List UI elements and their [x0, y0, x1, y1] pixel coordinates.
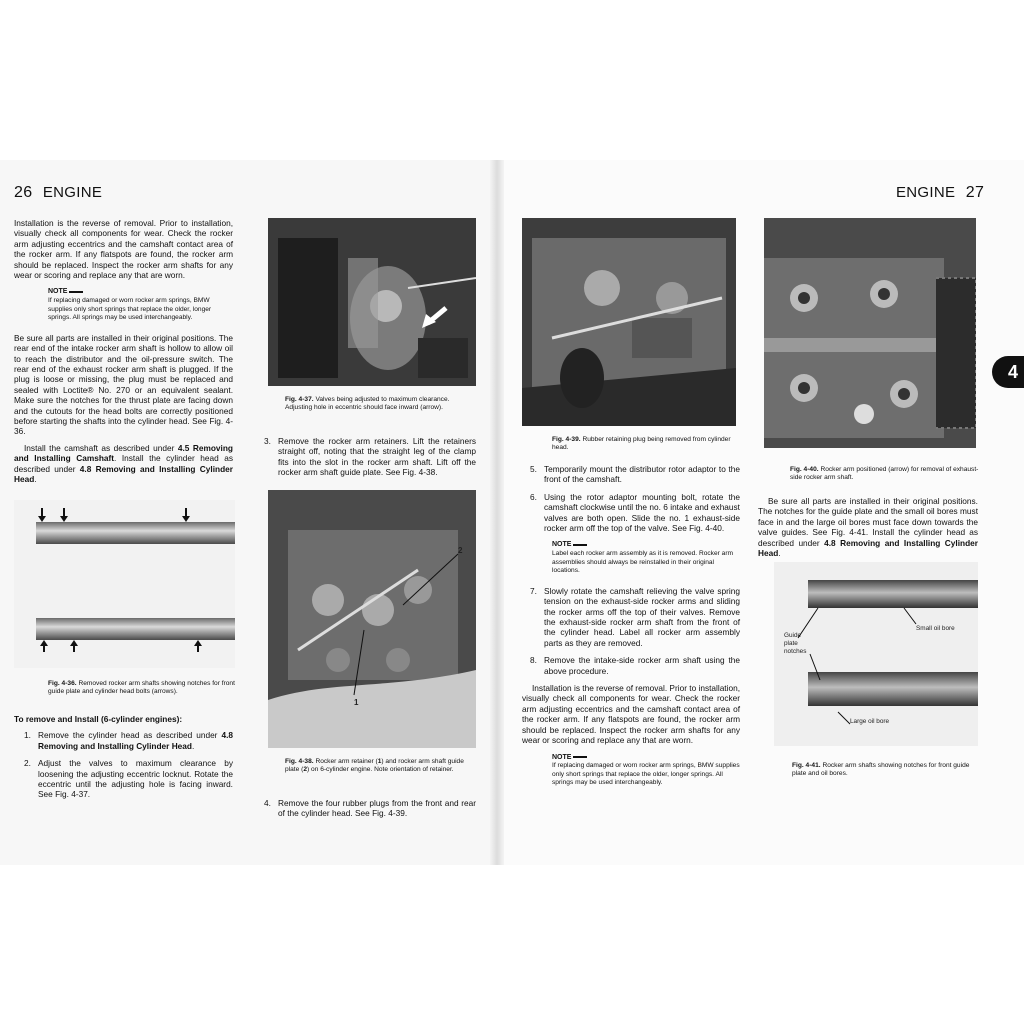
- note-title: NOTE: [552, 541, 572, 549]
- figure-label-2: 2: [458, 546, 463, 555]
- section-ref: 4.5 Removing and Installing Camshaft: [14, 442, 233, 464]
- step-text: [38, 730, 233, 751]
- paragraph-installation: Installation is the reverse of removal. Prior to installation, visually check all components for wear. Check the rocker arm adjusting eccentrics and the camshaft contact area of the rocker arm. If any flatspots are found, the rocker arm should be replaced. Inspect the rocker arm shafts for any wear or scoring and replace any that are worn.: [14, 218, 233, 281]
- text-run: .: [778, 548, 781, 559]
- figure-4-37-photo: [268, 218, 476, 386]
- step-number: 5.: [530, 464, 537, 474]
- figure-4-40-photo: [764, 218, 976, 448]
- step-number: 7.: [530, 585, 537, 596]
- step-1: [24, 730, 233, 751]
- text-run: . Install the cylinder head as described under: [14, 453, 233, 474]
- right-column-1: [522, 464, 740, 798]
- caption-ref: 1: [377, 758, 382, 765]
- label-guide-plate-notches: Guide plate notches: [784, 632, 807, 655]
- text-run: Be sure all parts are installed in their original positions. The notches for the guide plate and the small oil bores must face in and the large oil bores must face down towards the valve guides. See Fig. 4-41. Install the cylinder head as described under: [758, 496, 978, 548]
- paragraph-installation-right: Installation is the reverse of removal. Prior to installation, visually check all components for wear. Check the rocker arm adjusting eccentrics and the camshaft contact area of the rocker arm. If any flatspots are found, the rocker arm should be replaced. Inspect the rocker arm shafts for any wear or scoring and replace any that are worn.: [522, 683, 740, 746]
- left-page-header: [14, 184, 102, 202]
- step-number: 4.: [264, 798, 271, 808]
- text-run: Remove the cylinder head as described under: [38, 730, 222, 741]
- caption-text: ) on 6-cylinder engine. Note orientation of retainer.: [307, 766, 454, 774]
- left-page-title: ENGINE: [42, 184, 103, 201]
- subheading-6-cylinder: To remove and Install (6-cylinder engines):: [14, 714, 183, 724]
- valve-adjustment-photo: [268, 218, 476, 386]
- step-number: 6.: [530, 491, 537, 502]
- left-column-2-step-4: [264, 798, 476, 826]
- figure-4-38-caption: [285, 758, 475, 775]
- right-column-2: [758, 496, 978, 564]
- step-6: [530, 492, 740, 534]
- step-text: Adjust the valves to maximum clearance by loosening the adjusting eccentric locknut. Rotate the eccentric until the adjusting hole is facing inward. See Fig. 4-37.: [38, 758, 233, 800]
- step-text: Remove the four rubber plugs from the front and rear of the cylinder head. See Fig. 4-39.: [278, 798, 476, 819]
- figure-number: Fig. 4-39.: [552, 436, 581, 443]
- step-text: Slowly rotate the camshaft relieving the valve spring tension on the exhaust-side rocker arms and sliding the rocker arms off the top of their valves. Remove the exhaust-side rocker arm shaft from the front of the cylinder head. Label all rocker arm assembly parts as they are removed.: [544, 585, 740, 648]
- right-page-header: [896, 184, 984, 202]
- figure-number: Fig. 4-40.: [790, 466, 819, 473]
- caption-text: Rubber retaining plug being removed from cylinder head.: [552, 436, 731, 452]
- note-title: NOTE: [552, 753, 572, 761]
- step-text: Remove the intake-side rocker arm shaft using the above procedure.: [544, 655, 740, 676]
- chapter-tab: 4: [992, 356, 1024, 388]
- figure-4-40-caption: [790, 466, 980, 483]
- step-3: [264, 436, 476, 478]
- rocker-retainer-photo: [268, 490, 476, 748]
- caption-text: Rocker arm retainer (: [315, 758, 378, 765]
- step-7: [530, 586, 740, 648]
- rocker-shafts-illustration: [14, 500, 235, 668]
- figure-4-39-photo: [522, 218, 736, 426]
- step-text: Remove the rocker arm retainers. Lift the retainers straight off, noting that the straight leg of the clamp fits into the slot in the rocker arm shaft. Lift off the rocker arm shaft guide plate. See Fig. 4-38.: [278, 436, 476, 478]
- section-ref: 4.8 Removing and Installing Cylinder Head: [38, 730, 233, 751]
- text-run: .: [191, 740, 195, 751]
- book-gutter: [490, 160, 504, 865]
- caption-text: Rocker arm positioned (arrow) for removal of exhaust-side rocker arm shaft.: [790, 466, 979, 482]
- paragraph-original-positions-right: [758, 496, 978, 558]
- caption-text: Valves being adjusted to maximum clearance. Adjusting hole in eccentric should face inward (arrow).: [285, 396, 450, 412]
- left-column-1-lower: [14, 714, 233, 807]
- paragraph-original-positions: Be sure all parts are installed in their original positions. The rear end of the intake rocker arm shaft is hollow to allow oil to reach the distributor and the oil-pressure switch. The rear end of the exhaust rocker arm shaft is plugged. If the plug is loose or missing, the plug must be replaced and sealed with Loctite® No. 270 or an equivalent sealant. Make sure the notches for the thrust plate are facing down and the cutouts for the head bolts are correctly positioned before starting the shafts into the cylinder head. See Fig. 4-36.: [14, 332, 233, 437]
- text-run: .: [34, 474, 37, 485]
- step-number: 2.: [24, 758, 31, 769]
- figure-4-39-caption: [552, 436, 742, 453]
- figure-4-37-caption: [285, 396, 475, 413]
- step-4: [264, 798, 476, 819]
- step-8: [530, 655, 740, 676]
- figure-4-36-photo: [14, 500, 235, 668]
- paragraph-install-camshaft: [14, 443, 233, 485]
- right-page-number: 27: [965, 184, 985, 201]
- figure-number: Fig. 4-37.: [285, 396, 314, 403]
- figure-4-36-caption: [48, 680, 236, 697]
- caption-ref: 2: [303, 766, 307, 774]
- step-2: [24, 758, 233, 800]
- step-number: 8.: [530, 655, 537, 666]
- step-text: Using the rotor adaptor mounting bolt, rotate the camshaft clockwise until the no. 6 intake and exhaust valves are both open. Slide the no. 1 exhaust-side rocker arm off the top of the valve. See Fig. 4-40.: [544, 491, 740, 534]
- figure-label-1: 1: [354, 698, 359, 707]
- caption-text: Rocker arm shafts showing notches for front guide plate and oil bores.: [792, 762, 970, 778]
- figure-number: Fig. 4-41.: [792, 762, 821, 769]
- step-5: [530, 464, 740, 485]
- figure-number: Fig. 4-38.: [285, 758, 314, 765]
- figure-4-38-photo: [268, 490, 476, 748]
- step-number: 1.: [24, 730, 31, 741]
- note-springs: [48, 288, 233, 322]
- label-large-oil-bore: Large oil bore: [850, 718, 890, 725]
- rubber-plug-photo: [522, 218, 736, 426]
- left-column-1: [14, 218, 233, 491]
- note-title: NOTE: [48, 288, 68, 296]
- text-run: Install the camshaft as described under: [24, 442, 178, 453]
- note-label-rocker: [552, 541, 740, 575]
- right-page-title: ENGINE: [896, 184, 956, 201]
- note-text: If replacing damaged or worn rocker arm springs, BMW supplies only short springs that replace the older, longer springs. All springs may be used interchangeably.: [48, 297, 212, 322]
- step-number: 3.: [264, 436, 271, 446]
- label-small-oil-bore: Small oil bore: [916, 625, 955, 632]
- section-ref: 4.8 Removing and Installing Cylinder Head: [758, 537, 978, 559]
- note-text: Label each rocker arm assembly as it is removed. Rocker arm assemblies should always be reinstalled in their original locations.: [552, 550, 734, 575]
- rocker-arm-position-photo: [764, 218, 976, 448]
- caption-text: ) and rocker arm shaft guide plate (: [285, 758, 464, 774]
- note-springs-right: [552, 754, 740, 788]
- caption-text: Removed rocker arm shafts showing notches for front guide plate and cylinder head bolts (arrows).: [48, 680, 235, 696]
- step-text: Temporarily mount the distributor rotor adaptor to the front of the camshaft.: [544, 464, 740, 485]
- section-ref: 4.8 Removing and Installing Cylinder Head: [14, 463, 233, 485]
- left-column-2-step-3: [264, 436, 476, 485]
- figure-4-41-caption: [792, 762, 980, 779]
- note-text: If replacing damaged or worn rocker arm springs, BMW supplies only short springs that replace the older, longer springs. All springs may be used interchangeably.: [552, 762, 740, 787]
- figure-number: Fig. 4-36.: [48, 680, 77, 687]
- left-page-number: 26: [14, 184, 33, 201]
